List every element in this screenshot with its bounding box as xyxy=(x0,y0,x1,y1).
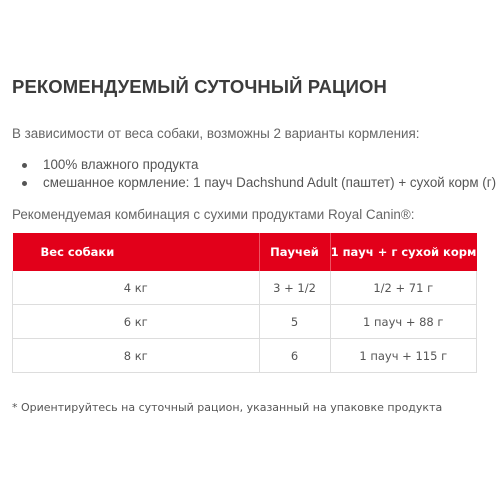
option-label: смешанное кормление: 1 пауч Dachshund Adult (паштет) + сухой корм (г) xyxy=(43,175,497,190)
cell-mixed: 1 пауч + 115 г xyxy=(330,339,477,373)
header-pouches: Паучей xyxy=(259,233,330,271)
cell-pouches: 6 xyxy=(259,339,330,373)
cell-pouches: 5 xyxy=(259,305,330,339)
list-item xyxy=(12,174,496,192)
table-row xyxy=(13,339,477,373)
cell-weight: 8 кг xyxy=(13,339,260,373)
table-row xyxy=(13,305,477,339)
list-item xyxy=(12,156,496,174)
bullet-icon xyxy=(22,163,27,168)
bullet-icon xyxy=(22,181,27,186)
combination-text: Рекомендуемая комбинация с сухими продуктами Royal Canin®: xyxy=(12,207,415,222)
page-title: РЕКОМЕНДУЕМЫЙ СУТОЧНЫЙ РАЦИОН xyxy=(12,76,387,97)
option-label: 100% влажного продукта xyxy=(43,157,199,172)
table-row xyxy=(13,271,477,305)
ration-table xyxy=(12,233,477,373)
header-weight: Вес собаки xyxy=(13,233,260,271)
cell-mixed: 1/2 + 71 г xyxy=(330,271,477,305)
cell-pouches: 3 + 1/2 xyxy=(259,271,330,305)
intro-text: В зависимости от веса собаки, возможны 2 варианты кормления: xyxy=(12,126,420,141)
cell-weight: 6 кг xyxy=(13,305,260,339)
footnote: * Ориентируйтесь на суточный рацион, указанный на упаковке продукта xyxy=(12,401,443,414)
cell-weight: 4 кг xyxy=(13,271,260,305)
table-header-row xyxy=(13,233,477,271)
feeding-options-list xyxy=(12,156,496,192)
cell-mixed: 1 пауч + 88 г xyxy=(330,305,477,339)
header-mixed: 1 пауч + г сухой корм xyxy=(330,233,477,271)
